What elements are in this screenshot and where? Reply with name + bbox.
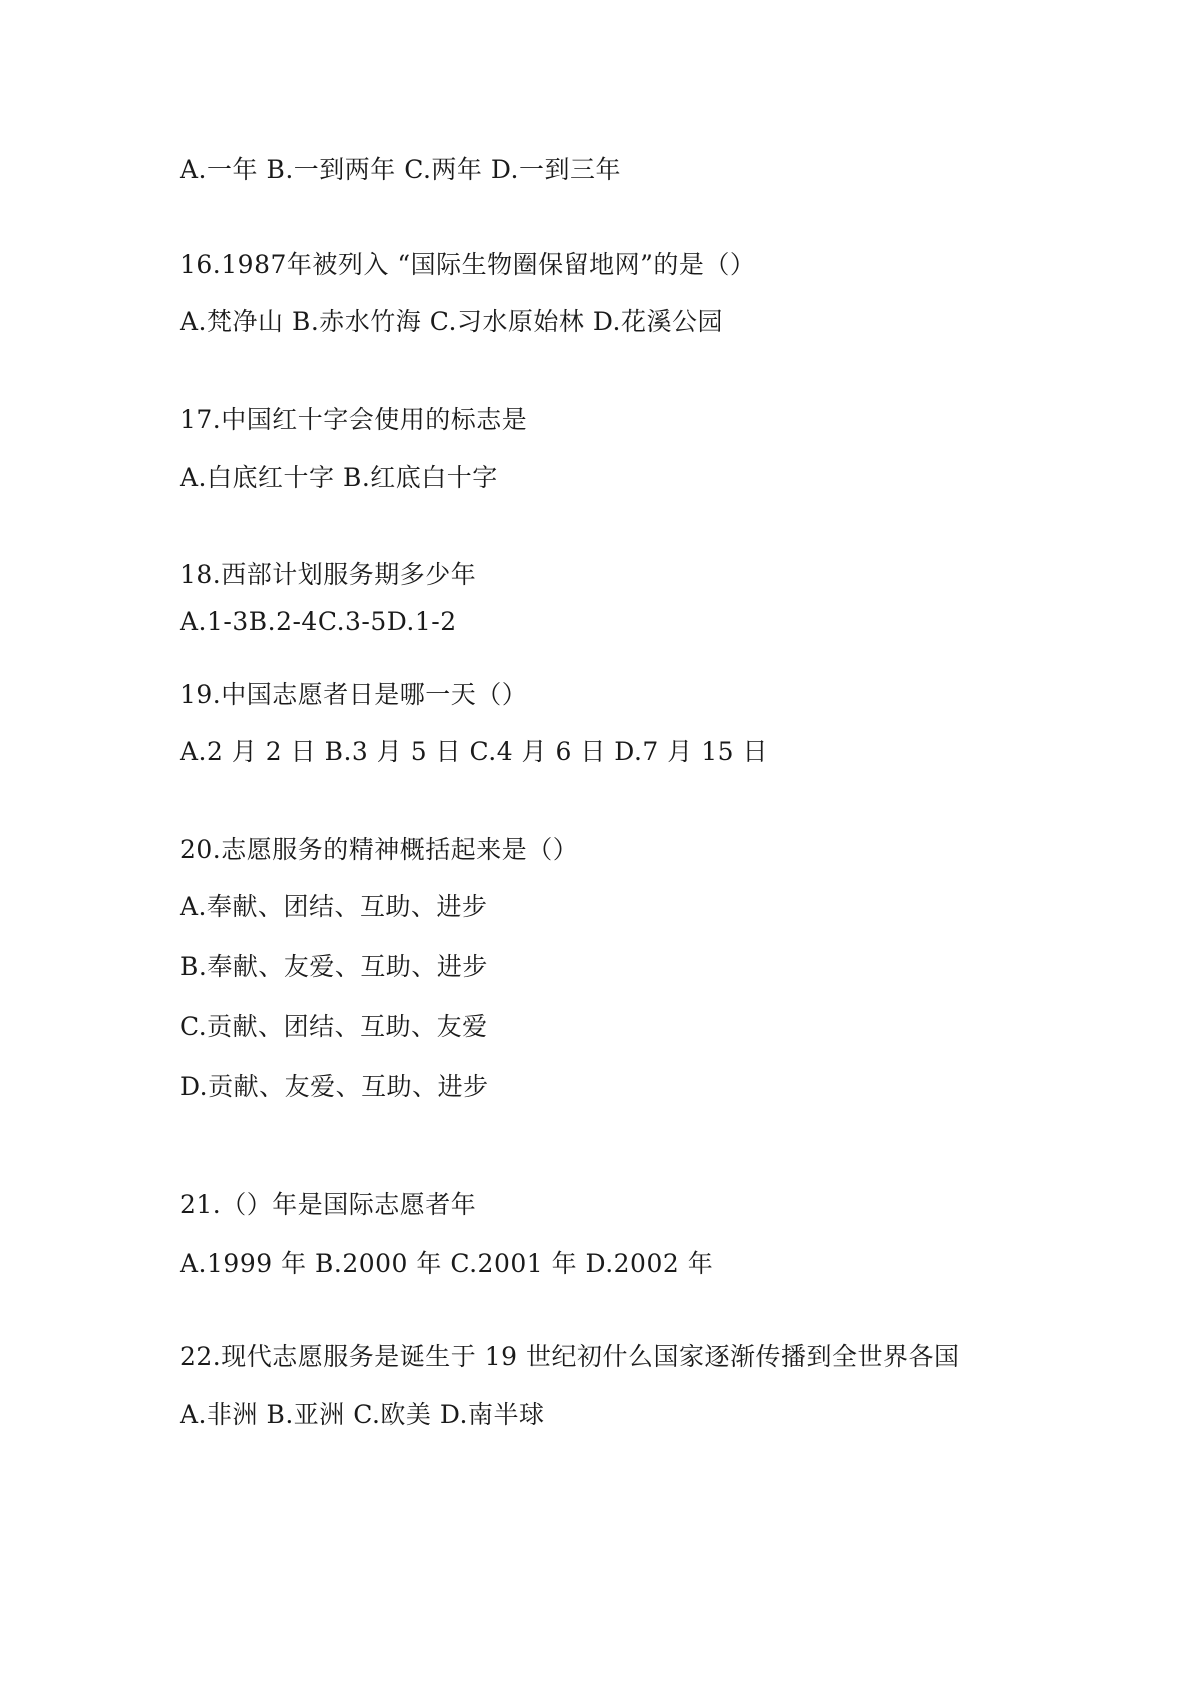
answer-options-18: A.1-3B.2-4C.3-5D.1-2 [180, 607, 457, 636]
answer-option-20c: C.贡献、团结、互助、友爱 [180, 1012, 488, 1041]
question-20: 20.志愿服务的精神概括起来是（） [180, 835, 579, 864]
answer-option-20a: A.奉献、团结、互助、进步 [180, 892, 488, 921]
answer-option-20d: D.贡献、友爱、互助、进步 [180, 1072, 489, 1101]
answer-options-17: A.白底红十字 B.红底白十字 [180, 463, 498, 492]
answer-options-15: A.一年 B.一到两年 C.两年 D.一到三年 [180, 155, 621, 184]
question-22: 22.现代志愿服务是诞生于 19 世纪初什么国家逐渐传播到全世界各国 [180, 1342, 960, 1371]
question-17: 17.中国红十字会使用的标志是 [180, 405, 528, 434]
answer-option-20b: B.奉献、友爱、互助、进步 [180, 952, 488, 981]
answer-options-19: A.2 月 2 日 B.3 月 5 日 C.4 月 6 日 D.7 月 15 日 [180, 737, 768, 766]
question-21: 21.（）年是国际志愿者年 [180, 1190, 477, 1219]
question-16: 16.1987年被列入 “国际生物圈保留地网”的是（） [180, 250, 756, 279]
question-19: 19.中国志愿者日是哪一天（） [180, 680, 528, 709]
answer-options-16: A.梵净山 B.赤水竹海 C.习水原始林 D.花溪公园 [180, 307, 723, 336]
answer-options-21: A.1999 年 B.2000 年 C.2001 年 D.2002 年 [180, 1249, 714, 1278]
question-18: 18.西部计划服务期多少年 [180, 560, 477, 589]
answer-options-22: A.非洲 B.亚洲 C.欧美 D.南半球 [180, 1400, 545, 1429]
